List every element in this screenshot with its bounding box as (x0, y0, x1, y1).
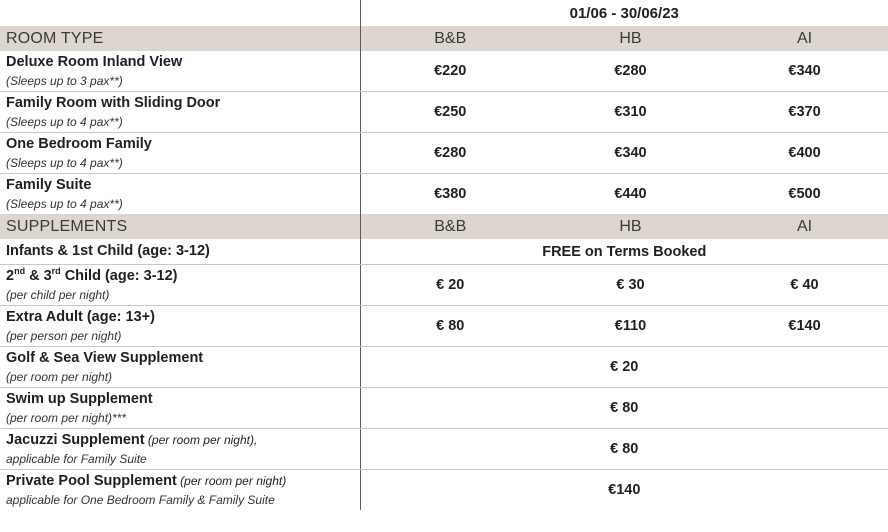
supplement-value: FREE on Terms Booked (360, 239, 888, 265)
supplement-name: Jacuzzi Supplement (per room per night), (6, 431, 258, 448)
price-ai: €400 (721, 133, 888, 174)
room-name: Family Suite (6, 176, 92, 193)
room-capacity: (Sleeps up to 4 pax**) (6, 114, 123, 129)
price-bb: €380 (434, 186, 467, 202)
table-row (0, 133, 888, 174)
col-bb: B&B (360, 26, 540, 51)
supplement-basis: (per room per night)*** (6, 410, 127, 425)
col-ai: AI (721, 26, 888, 51)
room-type-header-row (0, 26, 888, 51)
supplement-name: 2nd & 3rd Child (age: 3-12) (6, 265, 178, 284)
supplement-basis: (per child per night) (6, 287, 110, 302)
room-name: Family Room with Sliding Door (6, 94, 221, 111)
col-hb: HB (540, 26, 721, 51)
price-hb: €110 (540, 306, 721, 347)
room-capacity: (Sleeps up to 3 pax**) (6, 73, 123, 88)
room-type-header: ROOM TYPE (0, 26, 360, 51)
supplement-basis: applicable for Family Suite (6, 451, 147, 466)
table-row (0, 388, 888, 429)
table-row (0, 306, 888, 347)
price-bb: €280 (360, 133, 540, 174)
price-bb: € 20 (360, 265, 540, 306)
table-row (0, 429, 888, 470)
supplement-name: Swim up Supplement (6, 390, 153, 407)
supplements-header-row (0, 214, 888, 239)
supplement-value: € 20 (360, 347, 888, 388)
supplements-header: SUPPLEMENTS (0, 214, 360, 239)
price-ai: € 40 (721, 265, 888, 306)
supplement-basis: (per person per night) (6, 328, 122, 343)
supplement-name: Private Pool Supplement (per room per night) (6, 472, 287, 489)
supplement-value: €140 (608, 482, 641, 498)
price-hb: €440 (614, 186, 647, 202)
supplement-value: € 80 (360, 429, 888, 470)
price-ai: €340 (721, 51, 888, 92)
supplement-basis: (per room per night) (6, 369, 113, 384)
table-row (0, 470, 888, 511)
price-ai: €500 (788, 186, 821, 202)
price-hb: € 30 (540, 265, 721, 306)
price-hb: €310 (540, 92, 721, 133)
supplement-name: Extra Adult (age: 13+) (6, 308, 155, 325)
price-hb: €280 (540, 51, 721, 92)
table-row (0, 51, 888, 92)
room-name: One Bedroom Family (6, 135, 152, 152)
price-bb: €220 (360, 51, 540, 92)
table-row (0, 265, 888, 306)
price-bb: €250 (360, 92, 540, 133)
table-row (0, 92, 888, 133)
table-row (0, 347, 888, 388)
col-bb: B&B (360, 214, 540, 239)
col-hb: HB (540, 214, 721, 239)
supplement-name: Golf & Sea View Supplement (6, 349, 204, 366)
price-ai: €140 (721, 306, 888, 347)
table-row (0, 239, 888, 265)
table-row (0, 174, 888, 215)
price-bb: € 80 (360, 306, 540, 347)
room-capacity: (Sleeps up to 4 pax**) (6, 155, 123, 170)
supplement-value: € 80 (360, 388, 888, 429)
period-row (0, 0, 888, 26)
price-ai: €370 (721, 92, 888, 133)
supplement-basis: applicable for One Bedroom Family & Family Suite (6, 492, 275, 507)
room-name: Deluxe Room Inland View (6, 53, 183, 70)
room-capacity: (Sleeps up to 4 pax**) (6, 196, 123, 211)
supplement-name: Infants & 1st Child (age: 3-12) (6, 243, 210, 259)
col-ai: AI (721, 214, 888, 239)
period-header: 01/06 - 30/06/23 (569, 4, 679, 22)
price-hb: €340 (540, 133, 721, 174)
